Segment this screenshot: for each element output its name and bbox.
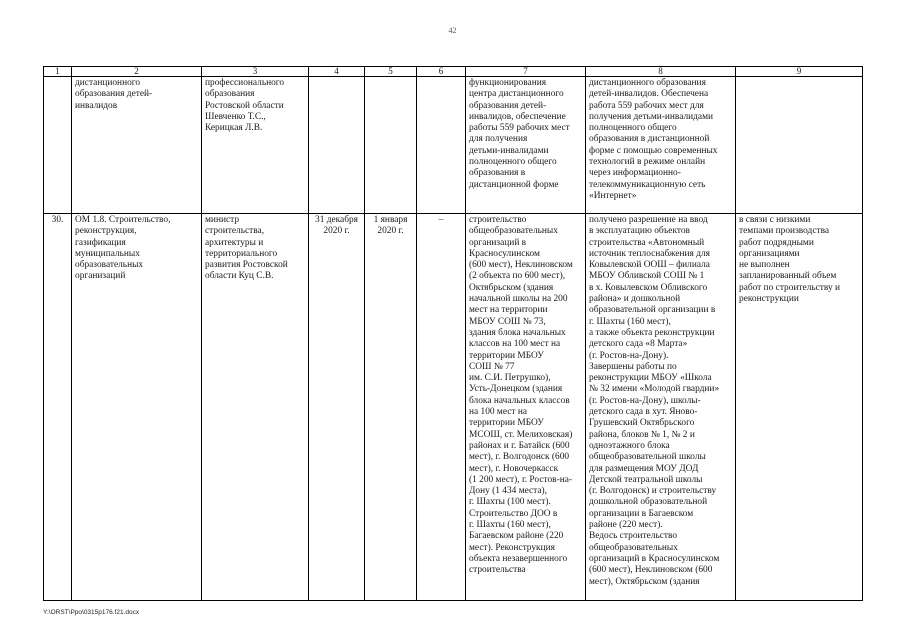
page-number: 42: [448, 26, 457, 35]
column-6-cell: –: [417, 214, 466, 601]
column-header: 5: [365, 67, 417, 77]
column-header: 3: [202, 67, 309, 77]
report-table: [43, 66, 863, 601]
planned-result-cell: строительство общеобразовательных организаций в Красносулинском (600 мест), Неклиновском (2 объекта по 600 мест), Октябрьском (здания начальной школы на 200 мест на территории МБОУ СОШ № 73, здания блока начальных классов на 100 мест на территории МБОУ СОШ № 77 им. С.И. Петрушко), Усть-Донецком (здания блока начальных классов на 100 мест на территории МБОУ МСОШ, ст. Мелиховская) районах и г. Батайск (600 мест), г. Волгодонск (600 мест), г. Новочеркасск (1 200 мест), г. Ростов-на- Дону (1 434 места), г. Шахты (100 мест). Строительство ДОО в г. Шахты (160 мест), Багаевском районе (220 мест). Реконструкция объекта незавершенного строительства: [466, 214, 586, 601]
column-header: 8: [586, 67, 736, 77]
actual-result-cell: получено разрешение на ввод в эксплуатацию объектов строительства «Автономный источник теплоснабжения для Ковылевской ООШ – филиала МБОУ Обливской СОШ № 1 в х. Ковылевском Обливского района» и дошкольной образовательной организации в г. Шахты (160 мест), а также объекта реконструкции детского сада «8 Марта» (г. Ростов-на-Дону). Завершены работы по реконструкции МБОУ «Школа № 32 имени «Молодой гвардии» (г. Ростов-на-Дону), школы- детского сада в хут. Яново- Грушевский Октябрьского района, блоков № 1, № 2 и одноэтажного блока общеобразовательной школы для размещения МОУ ДОД Детской театральной школы (г. Волгодонск) и строительству дошкольной образовательной организации в Багаевском районе (220 мест). Ведось строительство общеобразовательных организаций в Красносулинском (600 мест), Неклиновском (600 мест), Октябрьском (здания: [586, 214, 736, 601]
column-header: 6: [417, 67, 466, 77]
actual-date-cell: [365, 77, 417, 214]
activity-cell: ОМ 1.8. Строительство, реконструкция, газификация муниципальных образовательных организаций: [72, 214, 202, 601]
actual-result-cell: дистанционного образования детей-инвалидов. Обеспечена работа 559 рабочих мест для получения детьми-инвалидами полноценного общего образования в дистанционной форме с помощью современных технологий в режиме онлайн через информационно- телекоммуникационную сеть «Интернет»: [586, 77, 736, 214]
column-header: 7: [466, 67, 586, 77]
column-header: 9: [736, 67, 863, 77]
column-header: 2: [72, 67, 202, 77]
responsible-cell: министр строительства, архитектуры и территориального развития Ростовской области Куц С.В.: [202, 214, 309, 601]
responsible-cell: профессионального образования Ростовской области Шевченко Т.С., Керицкая Л.В.: [202, 77, 309, 214]
column-6-cell: [417, 77, 466, 214]
column-header: 1: [44, 67, 72, 77]
planned-result-cell: функционирования центра дистанционного образования детей- инвалидов, обеспечение работы 559 рабочих мест для получения детьми-инвалидами полноценного общего образования в дистанционной форме: [466, 77, 586, 214]
activity-cell: дистанционного образования детей- инвалидов: [72, 77, 202, 214]
planned-date-cell: 31 декабря 2020 г.: [309, 214, 365, 601]
actual-date-cell: 1 января 2020 г.: [365, 214, 417, 601]
table-row: [44, 214, 863, 601]
table-row: [44, 77, 863, 214]
row-number-cell: [44, 77, 72, 214]
issues-cell: в связи с низкими темпами производства работ подрядными организациями не выполнен запланированный объем работ по строительству и реконструкции: [736, 214, 863, 601]
column-header: 4: [309, 67, 365, 77]
issues-cell: [736, 77, 863, 214]
table-header-row: [44, 67, 863, 77]
footer-file-path: Y:\ORST\Ppo\0315p176.f21.docx: [43, 609, 140, 616]
planned-date-cell: [309, 77, 365, 214]
row-number-cell: 30.: [44, 214, 72, 601]
